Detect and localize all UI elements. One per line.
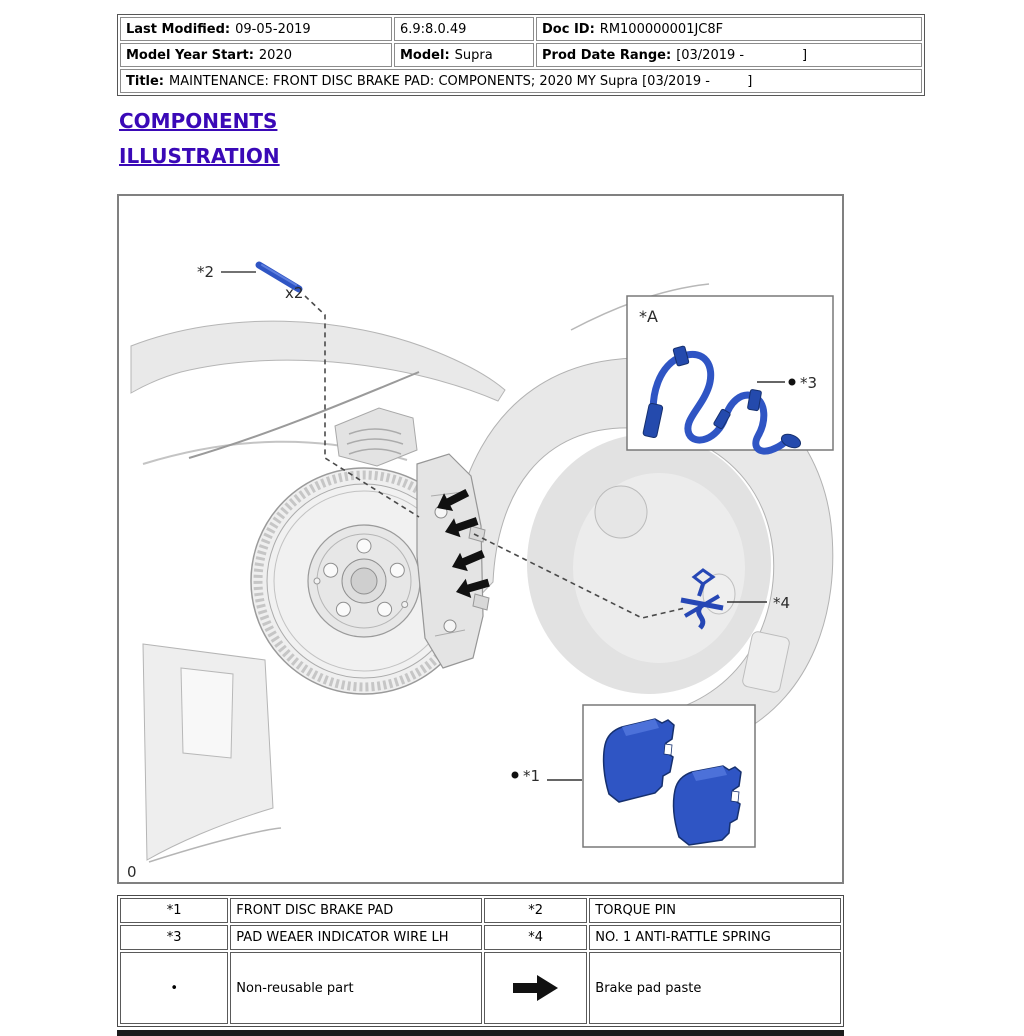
paste-arrow-desc: Brake pad paste xyxy=(589,952,841,1024)
figure-number: 0 xyxy=(127,863,137,881)
callout-1-dot xyxy=(512,772,519,779)
torque-pin-callout xyxy=(197,263,303,302)
wear-indicator-inset xyxy=(627,296,833,451)
page-title: MAINTENANCE: FRONT DISC BRAKE PAD: COMPONENTS; 2020 MY Supra [03/2019 - ] xyxy=(169,73,753,89)
model-year-value: 2020 xyxy=(258,47,292,63)
non-reusable-bullet: • xyxy=(170,980,178,996)
legend-desc-2: TORQUE PIN xyxy=(589,898,841,923)
doc-id-label: Doc ID: xyxy=(542,21,595,37)
callout-1-label: *1 xyxy=(523,767,541,785)
model-year-cell xyxy=(120,43,392,67)
door-cutout xyxy=(181,668,233,758)
title-label: Title: xyxy=(126,73,165,89)
model-cell xyxy=(394,43,534,67)
version-cell xyxy=(394,17,534,41)
non-reusable-bullet-cell xyxy=(120,952,228,1024)
doc-id-cell xyxy=(536,17,922,41)
callout-3-dot xyxy=(789,379,796,386)
non-reusable-desc: Non-reusable part xyxy=(230,952,482,1024)
model-year-label: Model Year Start: xyxy=(126,47,254,63)
callout-A-label: *A xyxy=(639,307,658,326)
legend-desc-1: FRONT DISC BRAKE PAD xyxy=(230,898,482,923)
legend-key-2: *2 xyxy=(484,898,587,923)
brake-pads-inset xyxy=(512,705,756,847)
brake-pad-paste-arrow-icon xyxy=(513,974,559,1002)
title-cell xyxy=(120,69,922,93)
illustration-link[interactable]: ILLUSTRATION xyxy=(119,144,280,168)
section-links xyxy=(119,111,917,181)
page-content xyxy=(117,14,917,1036)
meta-row-1 xyxy=(120,17,922,41)
meta-row-title xyxy=(120,69,922,93)
legend-desc-3: PAD WEAER INDICATOR WIRE LH xyxy=(230,925,482,950)
strut-mount xyxy=(335,408,417,466)
brake-pad-right-notch xyxy=(731,791,739,802)
model-value: Supra xyxy=(454,47,493,63)
callout-4-label: *4 xyxy=(773,594,791,612)
torque-pin-highlight xyxy=(262,265,296,285)
bottom-bar xyxy=(117,1030,844,1036)
prod-date-value: [03/2019 - ] xyxy=(676,47,808,63)
meta-row-2 xyxy=(120,43,922,67)
legend-row-symbols xyxy=(120,952,841,1024)
last-modified-label: Last Modified: xyxy=(126,21,231,37)
brake-components-illustration xyxy=(119,196,842,882)
prod-date-label: Prod Date Range: xyxy=(542,47,672,63)
legend-row-2 xyxy=(120,925,841,950)
last-modified-value: 09-05-2019 xyxy=(235,21,311,37)
doc-id-value: RM100000001JC8F xyxy=(599,21,724,37)
legend-table xyxy=(117,895,844,1027)
pin-hole-lower xyxy=(444,620,456,632)
components-link[interactable]: COMPONENTS xyxy=(119,109,278,133)
callout-2-qty: x2 xyxy=(285,284,304,302)
model-label: Model: xyxy=(400,47,450,63)
legend-desc-4: NO. 1 ANTI-RATTLE SPRING xyxy=(589,925,841,950)
legend-key-1: *1 xyxy=(120,898,228,923)
version-value: 6.9:8.0.49 xyxy=(400,21,467,37)
illustration-figure xyxy=(117,194,844,884)
last-modified-cell xyxy=(120,17,392,41)
paste-arrow-cell xyxy=(484,952,587,1024)
legend-key-4: *4 xyxy=(484,925,587,950)
legend-row-1 xyxy=(120,898,841,923)
housing-hole-upper xyxy=(595,486,647,538)
hood-edge xyxy=(131,321,505,401)
doc-meta-table xyxy=(117,14,925,96)
callout-2-label: *2 xyxy=(197,263,215,281)
brake-pad-left-notch xyxy=(664,744,672,755)
callout-3-label: *3 xyxy=(800,374,818,392)
prod-date-cell xyxy=(536,43,922,67)
legend-key-3: *3 xyxy=(120,925,228,950)
